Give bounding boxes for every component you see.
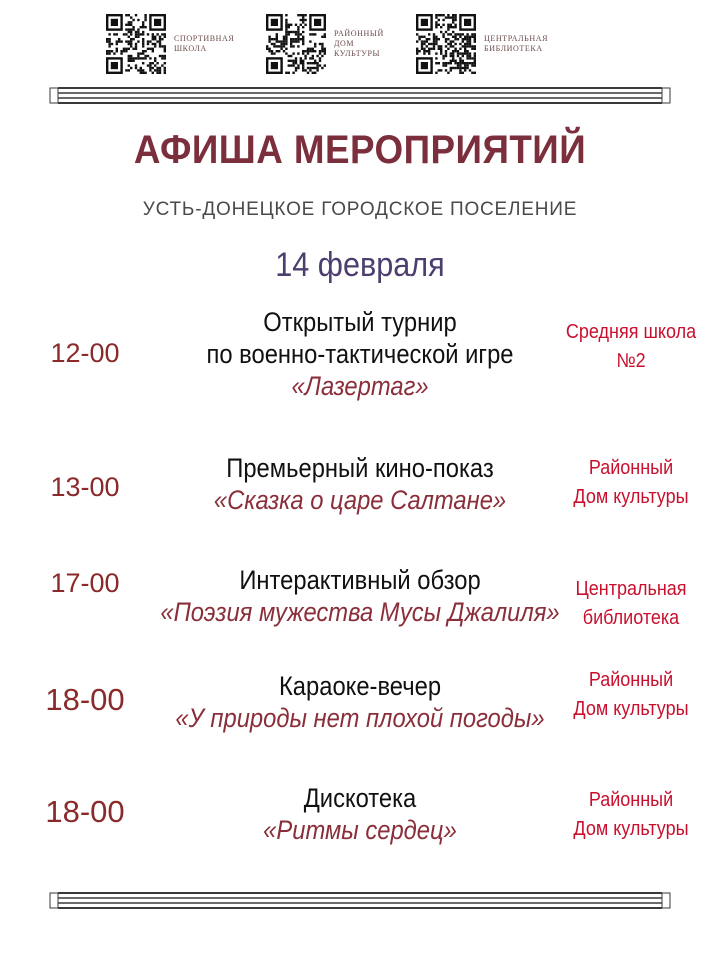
event-venue	[564, 454, 699, 512]
event-title-line: Караоке-вечер	[278, 671, 442, 701]
event-venue	[564, 575, 699, 633]
event-title-line: Открытый турнир	[263, 307, 457, 337]
event-description	[110, 782, 610, 846]
qr-code-strip	[100, 14, 580, 78]
event-name: «Ритмы сердец»	[263, 815, 457, 845]
event-description	[110, 564, 610, 628]
venue-line: Дом культуры	[573, 818, 689, 840]
event-description	[110, 452, 610, 516]
venue-line: Районный	[588, 789, 674, 811]
qr-code-icon	[106, 14, 166, 74]
event-time: 18-00	[45, 794, 125, 829]
event-name: «Сказка о царе Салтане»	[213, 485, 507, 515]
event-name: «У природы нет плохой погоды»	[175, 703, 545, 733]
qr-sports-school[interactable]	[106, 14, 254, 74]
event-time: 18-00	[45, 682, 125, 717]
venue-line: №2	[616, 350, 646, 372]
event-description	[110, 670, 610, 734]
qr-label-central-library: ЦЕНТРАЛЬНАЯ БИБЛИОТЕКА	[484, 34, 549, 53]
venue-line: Центральная	[575, 578, 687, 600]
venue-line: библиотека	[582, 607, 680, 629]
venue-line: Районный	[588, 669, 674, 691]
event-title-line: Дискотека	[303, 783, 417, 813]
event-name: «Лазертаг»	[291, 371, 429, 401]
event-description	[110, 306, 610, 402]
qr-label-culture-house: РАЙОННЫЙ ДОМ КУЛЬТУРЫ	[334, 29, 384, 58]
event-time: 13-00	[50, 472, 120, 502]
qr-code-icon	[266, 14, 326, 74]
event-time: 12-00	[50, 338, 120, 368]
event-title-line: Премьерный кино-показ	[226, 453, 494, 483]
page-subtitle: УСТЬ-ДОНЕЦКОЕ ГОРОДСКОЕ ПОСЕЛЕНИЕ	[142, 199, 578, 220]
page-title: АФИША МЕРОПРИЯТИЙ	[133, 128, 587, 172]
venue-line: Дом культуры	[573, 698, 689, 720]
top-divider	[0, 80, 720, 110]
bottom-divider	[0, 885, 720, 915]
qr-label-sports-school: СПОРТИВНАЯ ШКОЛА	[174, 34, 235, 53]
venue-line: Районный	[588, 457, 674, 479]
qr-central-library[interactable]	[416, 14, 564, 74]
event-venue	[564, 786, 699, 844]
venue-line: Дом культуры	[573, 486, 689, 508]
qr-code-icon	[416, 14, 476, 74]
event-time: 17-00	[50, 568, 120, 598]
qr-culture-house[interactable]	[266, 14, 414, 74]
event-title-line: Интерактивный обзор	[239, 565, 481, 595]
event-date: 14 февраля	[275, 246, 445, 284]
event-title-line: по военно-тактической игре	[206, 339, 514, 369]
venue-line: Средняя школа	[565, 321, 697, 343]
event-venue	[564, 318, 699, 376]
event-venue	[564, 666, 699, 724]
event-name: «Поэзия мужества Мусы Джалиля»	[160, 597, 560, 627]
